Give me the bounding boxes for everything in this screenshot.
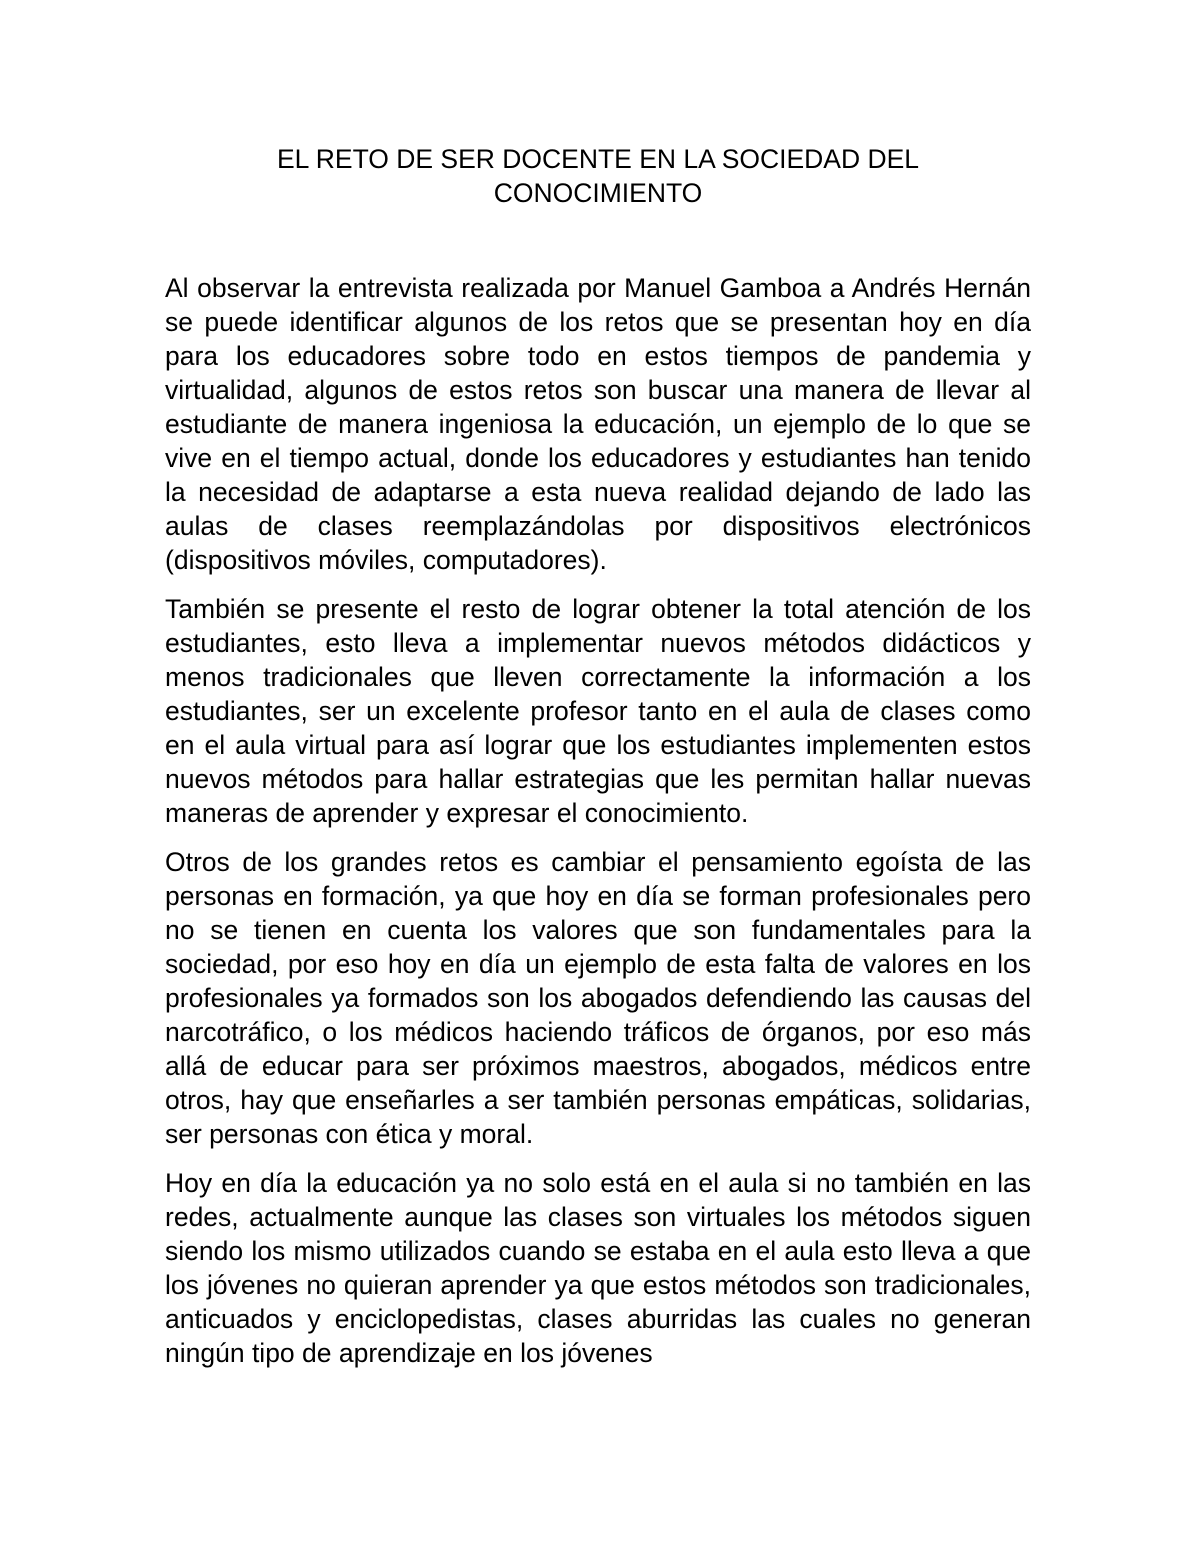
paragraph-2: También se presente el resto de lograr obtener la total atención de los estudiantes, esto lleva a implementar nuevos métodos didácticos y menos tradicionales que lleven correctamente la información a los estudiantes, ser un excelente profesor tanto en el aula de clases como en el aula virtual para así lograr que los estudiantes implementen estos nuevos métodos para hallar estrategias que les permitan hallar nuevas maneras de aprender y expresar el conocimiento. bbox=[165, 594, 1031, 828]
paragraph-1: Al observar la entrevista realizada por Manuel Gamboa a Andrés Hernán se puede identificar algunos de los retos que se presentan hoy en día para los educadores sobre todo en estos tiempos de pandemia y virtualidad, algunos de estos retos son buscar una manera de llevar al estudiante de manera ingeniosa la educación, un ejemplo de lo que se vive en el tiempo actual, donde los educadores y estudiantes han tenido la necesidad de adaptarse a esta nueva realidad dejando de lado las aulas de clases reemplazándolas por dispositivos electrónicos (dispositivos móviles, computadores). bbox=[165, 273, 1031, 575]
paragraph-3: Otros de los grandes retos es cambiar el pensamiento egoísta de las personas en formación, ya que hoy en día se forman profesionales pero no se tienen en cuenta los valores que son fundamentales para la sociedad, por eso hoy en día un ejemplo de esta falta de valores en los profesionales ya formados son los abogados defendiendo las causas del narcotráfico, o los médicos haciendo tráficos de órganos, por eso más allá de educar para ser próximos maestros, abogados, médicos entre otros, hay que enseñarles a ser también personas empáticas, solidarias, ser personas con ética y moral. bbox=[165, 847, 1031, 1149]
title-line-1: EL RETO DE SER DOCENTE EN LA SOCIEDAD DEL bbox=[276, 144, 920, 174]
document-title bbox=[165, 142, 1031, 210]
paragraph-4: Hoy en día la educación ya no solo está en el aula si no también en las redes, actualmente aunque las clases son virtuales los métodos siguen siendo los mismo utilizados cuando se estaba en el aula esto lleva a que los jóvenes no quieran aprender ya que estos métodos son tradicionales, anticuados y enciclopedistas, clases aburridas las cuales no generan ningún tipo de aprendizaje en los jóvenes bbox=[165, 1168, 1031, 1368]
title-line-2: CONOCIMIENTO bbox=[493, 178, 703, 208]
document-body bbox=[165, 271, 1031, 1385]
